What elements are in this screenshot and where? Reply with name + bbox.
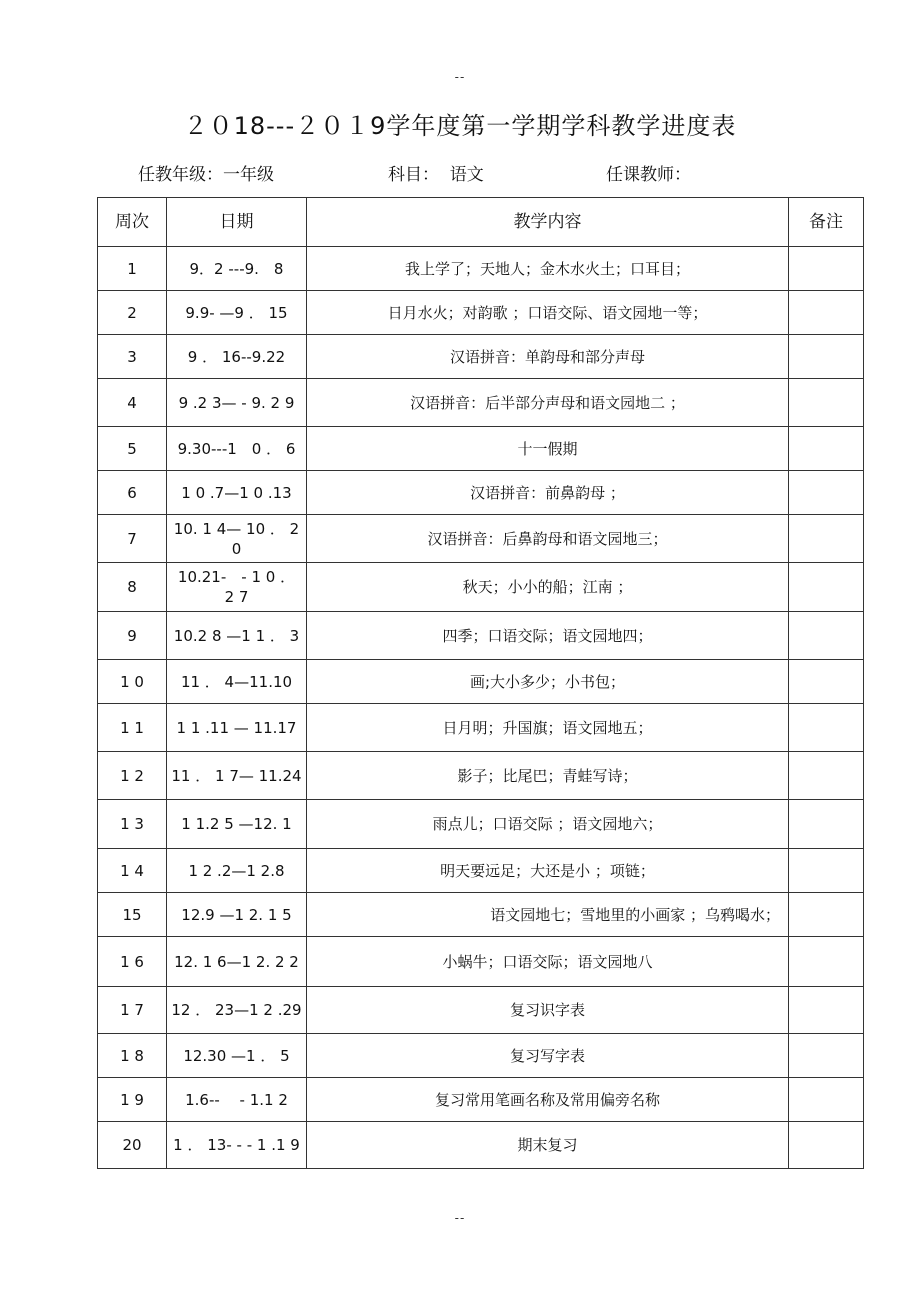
- content-cell: 明天要远足；大还是小 ；项链；: [307, 849, 789, 893]
- table-row: [98, 800, 864, 849]
- week-cell: 1 4: [98, 849, 167, 893]
- week-cell: 9: [98, 612, 167, 660]
- table-row: [98, 563, 864, 612]
- content-cell: 汉语拼音：后半部分声母和语文园地二 ；: [307, 379, 789, 427]
- note-cell: [789, 987, 864, 1034]
- week-cell: 1 9: [98, 1078, 167, 1122]
- table-row: [98, 893, 864, 937]
- content-cell: 影子；比尾巴；青蛙写诗；: [307, 752, 789, 800]
- content-cell: 小蜗牛；口语交际；语文园地八: [307, 937, 789, 987]
- week-cell: 7: [98, 515, 167, 563]
- note-cell: [789, 379, 864, 427]
- content-cell: 雨点儿；口语交际 ；语文园地六；: [307, 800, 789, 849]
- page-marker-bottom: --: [454, 1211, 466, 1225]
- table-row: [98, 987, 864, 1034]
- date-cell: 11 ． 1 7— 11.24: [167, 752, 307, 800]
- content-cell: 日月水火；对韵歌 ；口语交际、语文园地一等；: [307, 291, 789, 335]
- date-cell: 12.9 —1 2. 1 5: [167, 893, 307, 937]
- content-cell: 汉语拼音：单韵母和部分声母: [307, 335, 789, 379]
- note-cell: [789, 247, 864, 291]
- date-cell: 10.21- - 1 0 ． 2 7: [167, 563, 307, 612]
- note-cell: [789, 515, 864, 563]
- week-cell: 1 6: [98, 937, 167, 987]
- date-cell: 10. 1 4— 10 ． 20: [167, 515, 307, 563]
- table-row: [98, 1034, 864, 1078]
- table-row: [98, 752, 864, 800]
- note-cell: [789, 291, 864, 335]
- header-date: 日期: [167, 198, 307, 247]
- date-cell: 1 1 .11 — 11.17: [167, 704, 307, 752]
- date-cell: 1.6-- - 1.1 2: [167, 1078, 307, 1122]
- header-note: 备注: [789, 198, 864, 247]
- table-header-row: [98, 198, 864, 247]
- table-body: [98, 247, 864, 1169]
- note-cell: [789, 612, 864, 660]
- date-cell: 9.9- —9 ． 15: [167, 291, 307, 335]
- table-row: [98, 1122, 864, 1169]
- note-cell: [789, 1078, 864, 1122]
- grade-label: 任教年级：一年级: [138, 165, 274, 185]
- header-content: 教学内容: [307, 198, 789, 247]
- table-row: [98, 937, 864, 987]
- date-cell: 1 2 .2—1 2.8: [167, 849, 307, 893]
- week-cell: 1 0: [98, 660, 167, 704]
- page-marker-top: --: [454, 70, 466, 84]
- table-row: [98, 612, 864, 660]
- date-cell: 9.30---1 0 ． 6: [167, 427, 307, 471]
- date-cell: 11 ． 4—11.10: [167, 660, 307, 704]
- document-meta: [0, 160, 920, 184]
- content-cell: 复习识字表: [307, 987, 789, 1034]
- week-cell: 6: [98, 471, 167, 515]
- note-cell: [789, 1122, 864, 1169]
- note-cell: [789, 427, 864, 471]
- content-cell: 复习写字表: [307, 1034, 789, 1078]
- content-cell: 日月明；升国旗；语文园地五；: [307, 704, 789, 752]
- content-cell: 语文园地七；雪地里的小画家 ；乌鸦喝水；: [307, 893, 789, 937]
- week-cell: 15: [98, 893, 167, 937]
- date-cell: 12 ． 23—1 2 .29: [167, 987, 307, 1034]
- schedule-table: [97, 197, 864, 1169]
- table-row: [98, 427, 864, 471]
- date-cell: 1 0 .7—1 0 .13: [167, 471, 307, 515]
- content-cell: 复习常用笔画名称及常用偏旁名称: [307, 1078, 789, 1122]
- date-cell: 1 ． 13- - - 1 .1 9: [167, 1122, 307, 1169]
- teacher-label: 任课教师：: [606, 165, 691, 185]
- note-cell: [789, 849, 864, 893]
- week-cell: 1 8: [98, 1034, 167, 1078]
- note-cell: [789, 1034, 864, 1078]
- content-cell: 汉语拼音：后鼻韵母和语文园地三；: [307, 515, 789, 563]
- header-week: 周次: [98, 198, 167, 247]
- table-row: [98, 660, 864, 704]
- table-row: [98, 704, 864, 752]
- note-cell: [789, 660, 864, 704]
- table-row: [98, 471, 864, 515]
- content-cell: 我上学了；天地人；金木水火土；口耳目；: [307, 247, 789, 291]
- week-cell: 5: [98, 427, 167, 471]
- content-cell: 四季；口语交际；语文园地四；: [307, 612, 789, 660]
- document-title: ２０18---２０１9学年度第一学期学科教学进度表: [183, 112, 737, 140]
- table-row: [98, 247, 864, 291]
- subject-label: 科目： 语文: [388, 165, 484, 185]
- content-cell: 十一假期: [307, 427, 789, 471]
- week-cell: 1 3: [98, 800, 167, 849]
- table-row: [98, 379, 864, 427]
- table-row: [98, 1078, 864, 1122]
- date-cell: 10.2 8 —1 1 ． 3: [167, 612, 307, 660]
- week-cell: 8: [98, 563, 167, 612]
- week-cell: 2: [98, 291, 167, 335]
- content-cell: 画;大小多少；小书包；: [307, 660, 789, 704]
- date-cell: 9 .2 3— - 9. 2 9: [167, 379, 307, 427]
- date-cell: 1 1.2 5 —12. 1: [167, 800, 307, 849]
- week-cell: 1 1: [98, 704, 167, 752]
- content-cell: 秋天；小小的船；江南 ；: [307, 563, 789, 612]
- note-cell: [789, 563, 864, 612]
- note-cell: [789, 704, 864, 752]
- week-cell: 1 2: [98, 752, 167, 800]
- content-cell: 汉语拼音：前鼻韵母 ；: [307, 471, 789, 515]
- content-cell: 期末复习: [307, 1122, 789, 1169]
- note-cell: [789, 335, 864, 379]
- week-cell: 1: [98, 247, 167, 291]
- table-row: [98, 335, 864, 379]
- table-row: [98, 515, 864, 563]
- date-cell: 12.30 —1 ． 5: [167, 1034, 307, 1078]
- note-cell: [789, 471, 864, 515]
- table-row: [98, 849, 864, 893]
- week-cell: 4: [98, 379, 167, 427]
- date-cell: 9．2 ---9. 8: [167, 247, 307, 291]
- date-cell: 9 ． 16--9.22: [167, 335, 307, 379]
- note-cell: [789, 800, 864, 849]
- note-cell: [789, 937, 864, 987]
- note-cell: [789, 752, 864, 800]
- week-cell: 20: [98, 1122, 167, 1169]
- week-cell: 1 7: [98, 987, 167, 1034]
- note-cell: [789, 893, 864, 937]
- week-cell: 3: [98, 335, 167, 379]
- table-row: [98, 291, 864, 335]
- date-cell: 12. 1 6—1 2. 2 2: [167, 937, 307, 987]
